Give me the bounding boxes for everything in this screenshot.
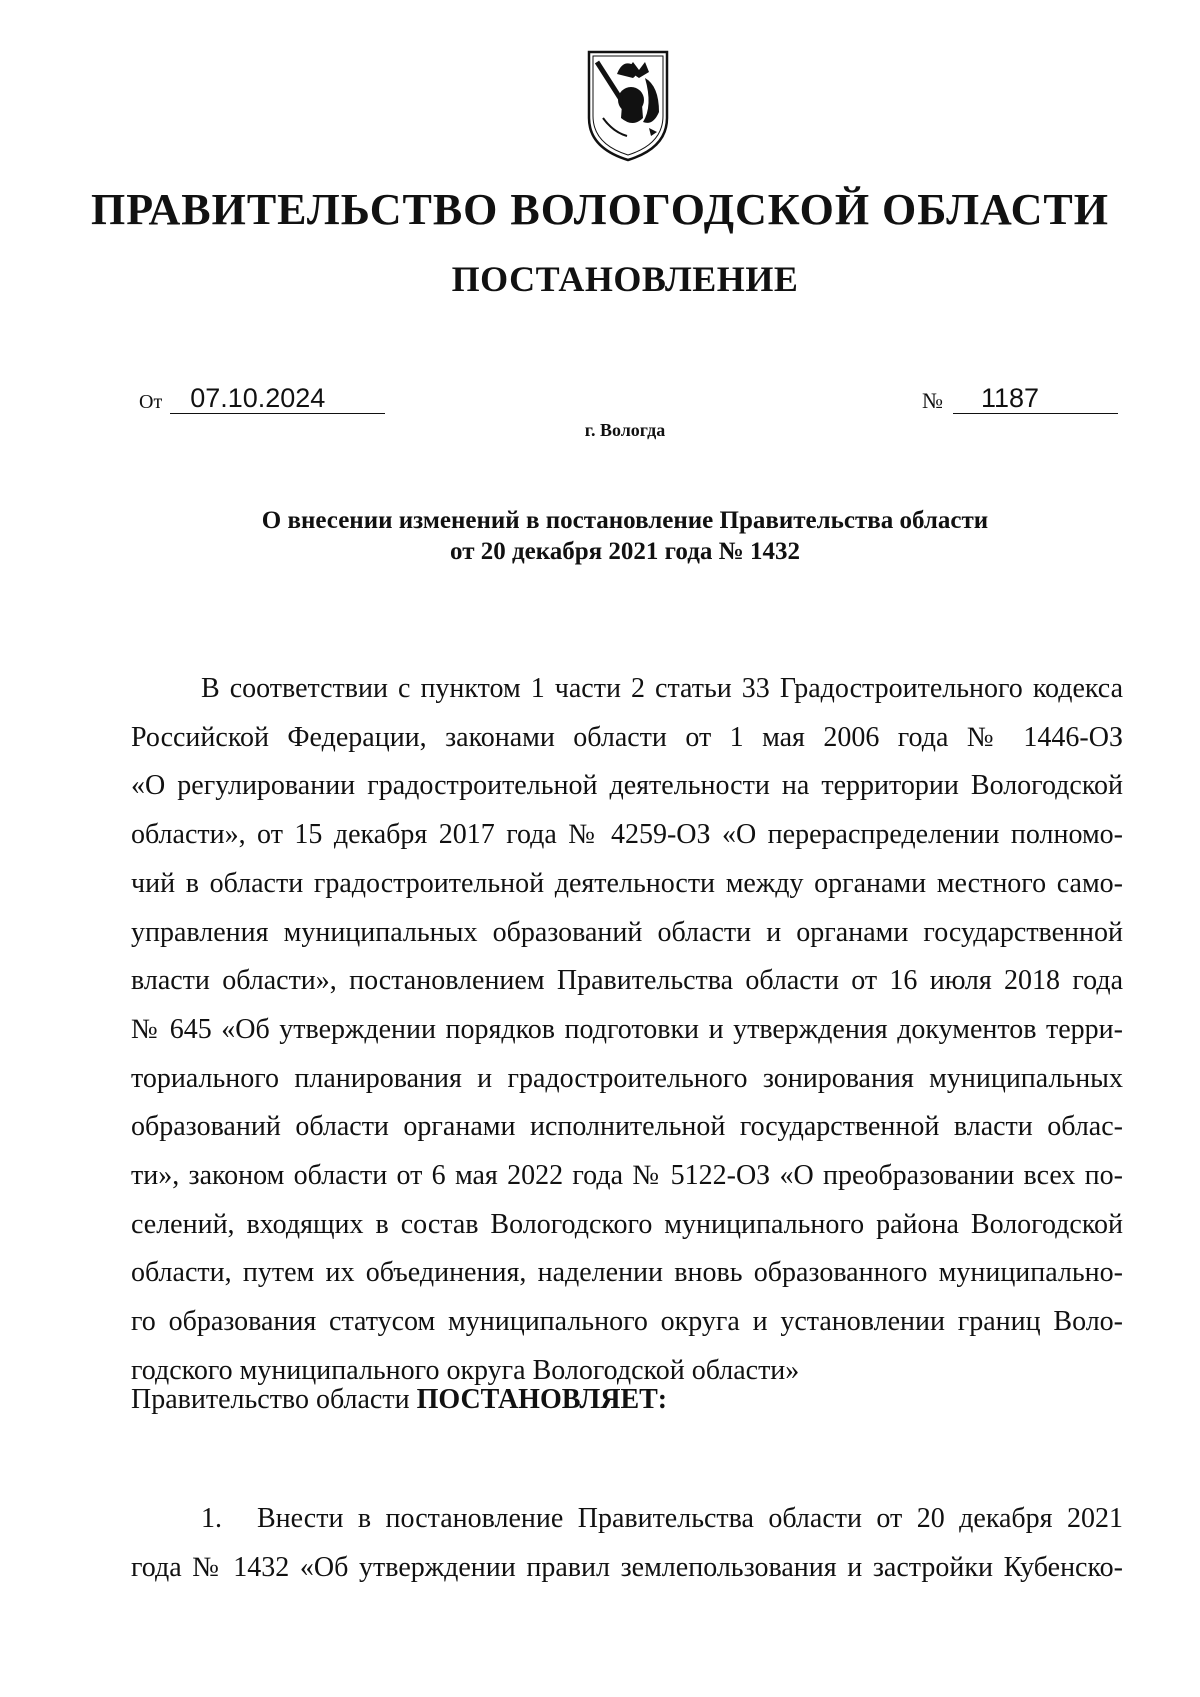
date-prefix: От bbox=[139, 391, 163, 413]
resolves-prefix: Правительство области bbox=[131, 1384, 410, 1415]
paragraph-line: области», от 15 декабря 2017 года № 4259-ОЗ «О перераспределении полномо- bbox=[131, 819, 1123, 851]
paragraph-line: ториального планирования и градостроительного зонирования муниципальных bbox=[131, 1062, 1123, 1094]
preamble-paragraph bbox=[131, 665, 1123, 1396]
paragraph-line: образований области органами исполнительной государственной власти облас- bbox=[131, 1111, 1123, 1143]
vologda-coat-of-arms-icon bbox=[583, 48, 673, 164]
resolves-word: ПОСТАНОВЛЯЕТ: bbox=[416, 1384, 668, 1415]
paragraph-line: управления муниципальных образований области и органами государственной bbox=[131, 916, 1123, 948]
paragraph-line: области, путем их объединения, наделении вновь образованного муниципально- bbox=[131, 1257, 1123, 1289]
item-line: года № 1432 «Об утверждении правил землепользования и застройки Кубенско- bbox=[131, 1551, 1123, 1583]
item-text: Внести в постановление Правительства области от 20 декабря 2021 bbox=[257, 1503, 1123, 1534]
government-title: ПРАВИТЕЛЬСТВО ВОЛОГОДСКОЙ ОБЛАСТИ bbox=[91, 185, 1109, 234]
subject-line: от 20 декабря 2021 года № 1432 bbox=[450, 538, 800, 565]
paragraph-line: № 645 «Об утверждении порядков подготовки и утверждения документов терри- bbox=[131, 1013, 1123, 1045]
paragraph-line: чий в области градостроительной деятельности между органами местного само- bbox=[131, 867, 1123, 899]
paragraph-line: ти», законом области от 6 мая 2022 года № 5122-ОЗ «О преобразовании всех по- bbox=[131, 1160, 1123, 1192]
document-type: ПОСТАНОВЛЕНИЕ bbox=[451, 259, 799, 299]
number-field bbox=[922, 383, 1118, 414]
paragraph-line: годского муниципального округа Вологодской области» bbox=[131, 1354, 800, 1386]
subject-line: О внесении изменений в постановление Правительства области bbox=[261, 507, 989, 534]
paragraph-line: «О регулировании градостроительной деятельности на территории Вологодской bbox=[131, 770, 1123, 802]
paragraph-line: го образования статусом муниципального округа и установлении границ Воло- bbox=[131, 1306, 1123, 1338]
paragraph-line: В соответствии с пунктом 1 части 2 статьи 33 Градостроительного кодекса bbox=[201, 673, 1123, 704]
date-field bbox=[139, 383, 385, 414]
item-line bbox=[131, 1495, 1123, 1544]
document-number: 1187 bbox=[953, 383, 1118, 414]
item-number: 1. bbox=[201, 1503, 222, 1534]
number-prefix: № bbox=[922, 388, 943, 413]
city-label: г. Вологда bbox=[584, 420, 666, 440]
document-date: 07.10.2024 bbox=[170, 383, 385, 414]
paragraph-line: власти области», постановлением Правительства области от 16 июля 2018 года bbox=[131, 965, 1123, 997]
paragraph-line: Российской Федерации, законами области от 1 мая 2006 года № 1446-ОЗ bbox=[131, 721, 1123, 753]
list-item bbox=[131, 1495, 1123, 1592]
resolves-line bbox=[131, 1380, 667, 1420]
paragraph-line: селений, входящих в состав Вологодского муниципального района Вологодской bbox=[131, 1208, 1123, 1240]
document-subject bbox=[0, 505, 1200, 567]
